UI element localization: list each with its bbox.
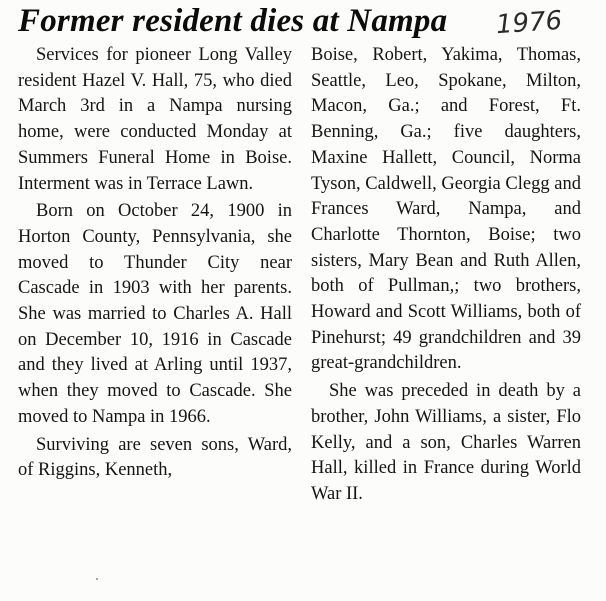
paragraph-services: Services for pioneer Long Valley resident Hazel V. Hall, 75, who died March 3rd in a Nampa nursing home, were conducted Monday at Summers Funeral Home in Boise. Interment was in Terrace Lawn. [18, 45, 292, 194]
print-speck [96, 578, 98, 580]
left-column [18, 43, 292, 484]
paragraph-survivors-continued: Boise, Robert, Yakima, Thomas, Seattle, Leo, Spokane, Milton, Macon, Ga.; and Forest, Ft. Benning, Ga.; five daughters, Maxine Hallett, Council, Norma Tyson, Caldwell, Georgia Clegg and Frances Ward, Nampa, and Charlotte Thornton, Boise; two sisters, Mary Bean and Ruth Allen, both of Pullman,; two brothers, Howard and Scott Williams, both of Pinehurst; 49 grandchildren and 39 great-grandchildren. [311, 45, 581, 374]
paragraph-survivors-start: Surviving are seven sons, Ward, of Riggins, Kenneth, [18, 434, 292, 481]
paragraph-preceded-in-death: She was preceded in death by a brother, John Williams, a sister, Flo Kelly, and a son, Charles Warren Hall, killed in France during World War II. [311, 381, 581, 504]
handwritten-year: 1976 [495, 5, 564, 41]
right-column [311, 43, 581, 508]
headline-row [18, 2, 598, 42]
paragraph-biography: Born on October 24, 1900 in Horton County, Pennsylvania, she moved to Thunder City near Cascade in 1903 with her parents. She was married to Charles A. Hall on December 10, 1916 in Cascade and they lived at Arling until 1937, when they moved to Cascade. She moved to Nampa in 1966. [18, 201, 292, 427]
headline: Former resident dies at Nampa [18, 3, 448, 39]
